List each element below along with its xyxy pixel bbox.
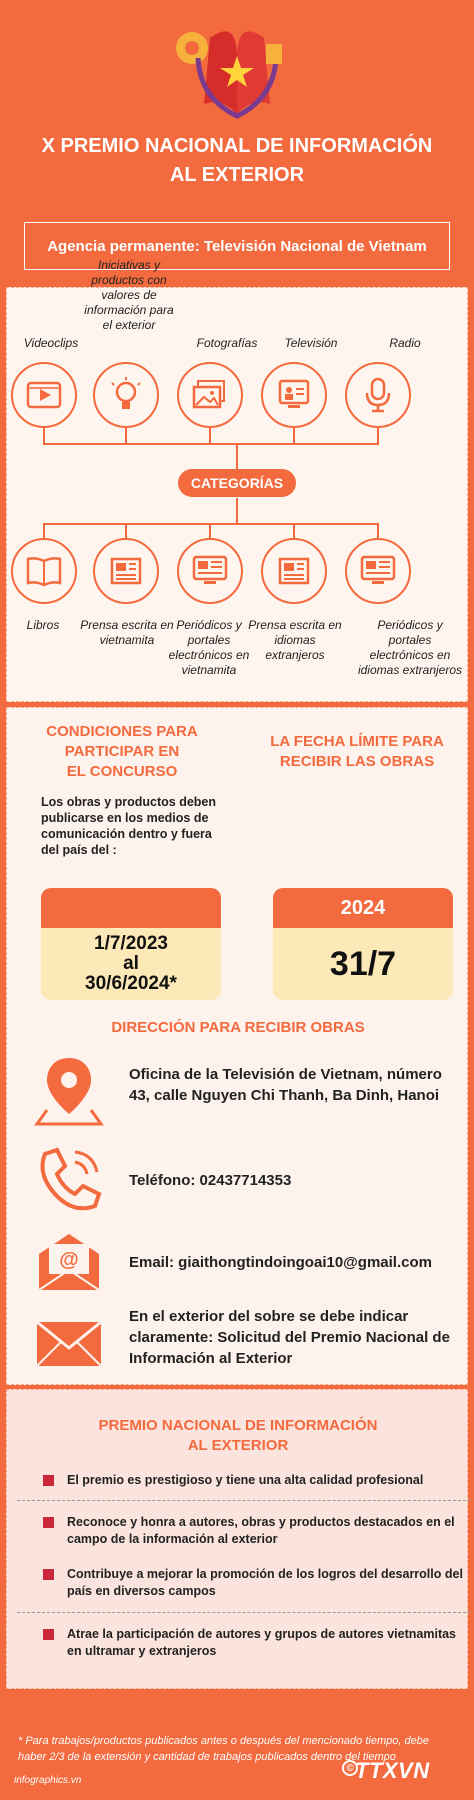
connector — [125, 428, 127, 444]
connector — [209, 523, 211, 539]
bullet-square-icon — [43, 1517, 54, 1528]
bullet-square-icon — [43, 1475, 54, 1486]
category-label-libros: Libros — [26, 618, 60, 632]
benefit-text: Contribuye a mejorar la promoción de los logros del desarrollo del país en diversos campos — [67, 1567, 463, 1598]
video-player-icon — [11, 362, 77, 428]
connector — [377, 523, 379, 539]
award-logo — [170, 18, 304, 122]
category-label-prensa-vietnamita: Prensa escrita en vietnamita — [80, 618, 174, 647]
microphone-icon — [345, 362, 411, 428]
monitor-news-icon — [345, 538, 411, 604]
conditions-text: Los obras y productos deben publicarse en los medios de comunicación dentro y fuera del país del : — [41, 795, 217, 857]
deadline-date: 31/7 — [329, 944, 397, 983]
envelope-note: En el exterior del sobre se debe indicar claramente: Solicitud del Premio Nacional de Información al Exterior — [129, 1308, 450, 1367]
connector — [293, 523, 295, 539]
footnote: * Para trabajos/productos publicados antes o después del mencionado tiempo, debe haber 2/3 de la extensión y cantidad de trabajos publicados dentro del tiempo — [18, 1735, 429, 1763]
conditions-panel — [6, 707, 468, 1385]
category-label-portales-vietnamita: Periódicos y portales electrónicos en vietnamita — [168, 618, 250, 677]
lightbulb-icon — [93, 362, 159, 428]
benefit-text: El premio es prestigioso y tiene una alta calidad profesional — [67, 1473, 424, 1487]
bullet-square-icon — [43, 1629, 54, 1640]
bullet-square-icon — [43, 1569, 54, 1580]
category-label-fotografias: Fotografías — [196, 336, 258, 350]
connector — [236, 443, 238, 471]
conditions-title — [27, 722, 217, 782]
svg-text:@: @ — [59, 1249, 79, 1271]
deadline-card — [273, 888, 453, 1000]
connector — [43, 428, 45, 444]
divider — [17, 1500, 471, 1501]
main-title — [0, 132, 474, 190]
envelope-icon — [33, 1308, 105, 1380]
category-label-videoclips: Videoclips — [23, 336, 79, 350]
address-title: DIRECCIÓN PARA RECIBIR OBRAS — [111, 1019, 365, 1036]
participation-period-value — [41, 928, 221, 1000]
connector — [293, 428, 295, 444]
award-panel — [6, 1389, 468, 1689]
presenter-screen-icon — [261, 362, 327, 428]
categories-pill — [178, 469, 296, 497]
deadline-year: 2024 — [273, 888, 453, 928]
participation-period-header — [41, 888, 221, 928]
connector — [209, 428, 211, 444]
connector — [43, 443, 379, 445]
email-icon — [33, 1226, 105, 1298]
location-pin-icon — [33, 1054, 105, 1126]
connector — [125, 523, 127, 539]
conditions-title-line-2: PARTICIPAR EN — [64, 743, 180, 760]
office-address: Oficina de la Televisión de Vietnam, número 43, calle Nguyen Chi Thanh, Ba Dinh, Hanoi — [129, 1066, 442, 1104]
phone-number: Teléfono: 02437714353 — [129, 1172, 292, 1189]
connector — [377, 428, 379, 444]
connector — [236, 498, 238, 524]
categories-pill-text: CATEGORÍAS — [190, 475, 284, 491]
award-title-line-2: AL EXTERIOR — [187, 1437, 289, 1454]
phone-icon — [33, 1144, 105, 1216]
category-label-radio: Radio — [389, 336, 421, 350]
photos-icon — [177, 362, 243, 428]
period-separator: al — [123, 953, 139, 974]
period-end: 30/6/2024* — [85, 973, 177, 994]
deadline-title-line-1: LA FECHA LÍMITE PARA — [270, 733, 444, 750]
period-start: 1/7/2023 — [94, 933, 168, 954]
conditions-title-line-3: EL CONCURSO — [66, 763, 178, 780]
brand-logo: TTXVN — [355, 1758, 430, 1783]
source-credit: infographics.vn — [14, 1775, 82, 1786]
deadline-title — [257, 732, 457, 772]
category-label-prensa-extranjeros: Prensa escrita en idiomas extranjeros — [248, 618, 342, 662]
conditions-title-line-1: CONDICIONES PARA — [46, 723, 198, 740]
title-line-2: AL EXTERIOR — [169, 164, 305, 186]
connector — [43, 523, 45, 539]
connector — [43, 523, 379, 525]
agency-text: Agencia permanente: Televisión Nacional de Vietnam — [47, 237, 427, 255]
newspaper-icon — [261, 538, 327, 604]
newspaper-icon — [93, 538, 159, 604]
category-label-television: Televisión — [284, 336, 338, 350]
award-title-line-1: PREMIO NACIONAL DE INFORMACIÓN — [98, 1417, 378, 1434]
benefit-text: Atrae la participación de autores y grupos de autores vietnamitas en ultramar y extranjeros — [67, 1627, 457, 1658]
participation-period-card — [41, 888, 221, 1000]
email-address: Email: giaithongtindoingoai10@gmail.com — [129, 1254, 432, 1271]
deadline-title-line-2: RECIBIR LAS OBRAS — [279, 753, 435, 770]
open-book-icon — [11, 538, 77, 604]
category-label-portales-extranjeros: Periódicos y portales electrónicos en idiomas extranjeros — [357, 618, 463, 677]
award-title — [7, 1416, 469, 1456]
copyright-icon: © — [342, 1760, 358, 1776]
title-line-1: X PREMIO NACIONAL DE INFORMACIÓN — [41, 135, 433, 157]
monitor-news-icon — [177, 538, 243, 604]
category-label-iniciativas: Iniciativas y productos con valores de información para el exterior — [84, 258, 174, 332]
benefit-text: Reconoce y honra a autores, obras y productos destacados en el campo de la información al exterior — [67, 1515, 455, 1546]
divider — [17, 1612, 471, 1613]
